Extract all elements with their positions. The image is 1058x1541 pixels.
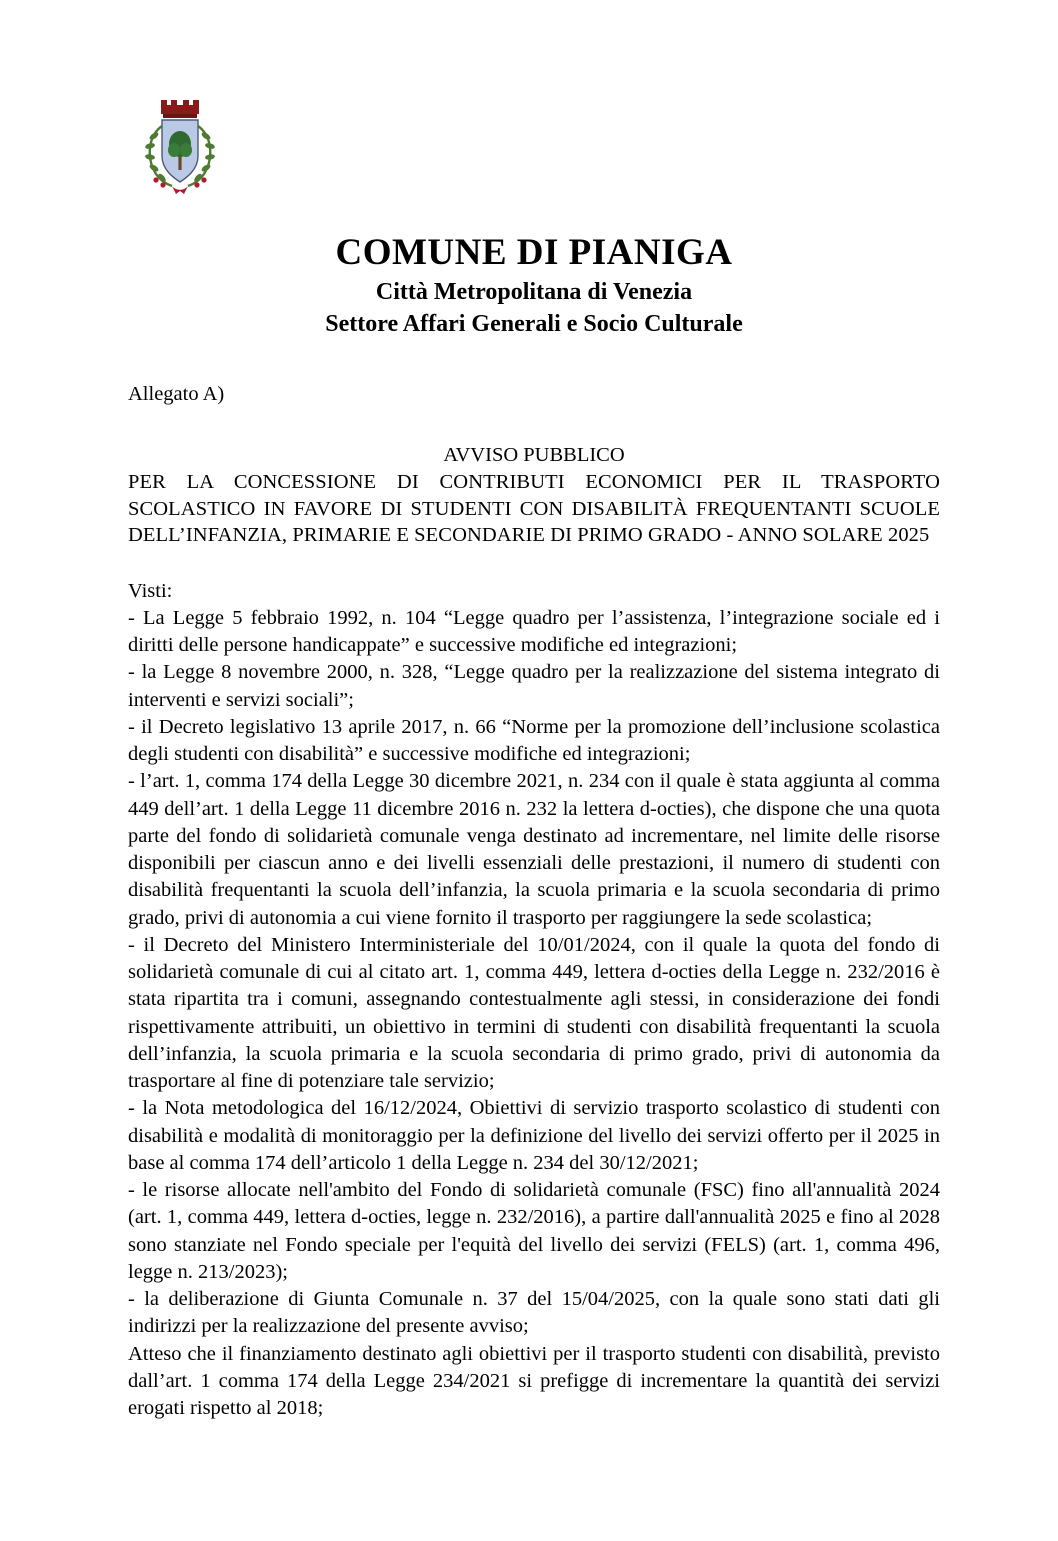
- visti-item: - le risorse allocate nell'ambito del Fondo di solidarietà comunale (FSC) fino all'annualità 2024 (art. 1, comma 449, lettera d-octies, legge n. 232/2016), a partire dall'annualità 2025 e fino al 2028 sono stanziate nel Fondo speciale per l'equità del livello dei servizi (FELS) (art. 1, comma 496, legge n. 213/2023);: [128, 1179, 940, 1283]
- visti-item: - la deliberazione di Giunta Comunale n. 37 del 15/04/2025, con la quale sono stati dati gli indirizzi per la realizzazione del presente avviso;: [128, 1288, 940, 1338]
- notice-kicker: AVVISO PUBBLICO: [443, 444, 625, 467]
- closing-paragraph: Atteso che il finanziamento destinato agli obiettivi per il trasporto studenti con disabilità, previsto dall’art. 1 comma 174 della Legge 234/2021 si prefigge di incrementare la quantità dei servizi erogati rispetto al 2018;: [128, 1342, 940, 1420]
- organization-subtitle-province: Città Metropolitana di Venezia: [375, 279, 693, 306]
- visti-lead: Visti:: [128, 580, 173, 603]
- visti-item: - il Decreto del Ministero Interministeriale del 10/01/2024, con il quale la quota del fondo di solidarietà comunale di cui al citato art. 1, comma 449, lettera d-octies della Legge n. 232/2016 è stata ripartita tra i comuni, assegnando contestualmente agli stessi, in considerazione dei fondi rispettivamente attribuiti, un obiettivo in termini di studenti con disabilità frequentanti la scuola dell’infanzia, la scuola primaria e la scuola secondaria di primo grado, privi di autonomia da trasportare al fine di potenziare tale servizio;: [128, 933, 940, 1093]
- organization-subtitle-department: Settore Affari Generali e Socio Culturale: [325, 311, 743, 338]
- visti-item: - l’art. 1, comma 174 della Legge 30 dicembre 2021, n. 234 con il quale è stata aggiunta al comma 449 dell’art. 1 della Legge 11 dicembre 2016 n. 232 la lettera d-octies), che dispone che una quota parte del fondo di solidarietà comunale venga destinato ad incrementare, nel limite delle risorse disponibili per ciascun anno e dei livelli essenziali delle prestazioni, il numero di studenti con disabilità frequentanti la scuola dell’infanzia, la scuola primaria e la scuola secondaria di primo grado, privi di autonomia a cui viene fornito il trasporto per raggiungere la sede scolastica;: [128, 770, 940, 929]
- visti-item: - La Legge 5 febbraio 1992, n. 104 “Legge quadro per l’assistenza, l’integrazione sociale ed i diritti delle persone handicappate” e successive modifiche ed integrazioni;: [128, 606, 940, 657]
- visti-item: - la Legge 8 novembre 2000, n. 328, “Legge quadro per la realizzazione del sistema integrato di interventi e servizi sociali”;: [128, 661, 940, 711]
- visti-item: - il Decreto legislativo 13 aprile 2017, n. 66 “Norme per la promozione dell’inclusione scolastica degli studenti con disabilità” e successive modifiche ed integrazioni;: [128, 715, 940, 766]
- visti-item: - la Nota metodologica del 16/12/2024, Obiettivi di servizio trasporto scolastico di studenti con disabilità e modalità di monitoraggio per la definizione del livello dei servizi offerto per il 2025 in base al comma 174 dell’articolo 1 della Legge n. 234 del 30/12/2021;: [128, 1097, 940, 1174]
- document-header: [128, 232, 940, 339]
- attachment-label: Allegato A): [128, 383, 225, 406]
- organization-title: COMUNE DI PIANIGA: [335, 232, 733, 273]
- coat-of-arms-icon: [132, 96, 228, 214]
- crest-container: [132, 96, 944, 214]
- notice-title: PER LA CONCESSIONE DI CONTRIBUTI ECONOMICI PER IL TRASPORTO SCOLASTICO IN FAVORE DI STUDENTI CON DISABILITÀ FREQUENTANTI SCUOLE DELL’INFANZIA, PRIMARIE E SECONDARIE DI PRIMO GRADO - ANNO SOLARE 2025: [128, 471, 940, 546]
